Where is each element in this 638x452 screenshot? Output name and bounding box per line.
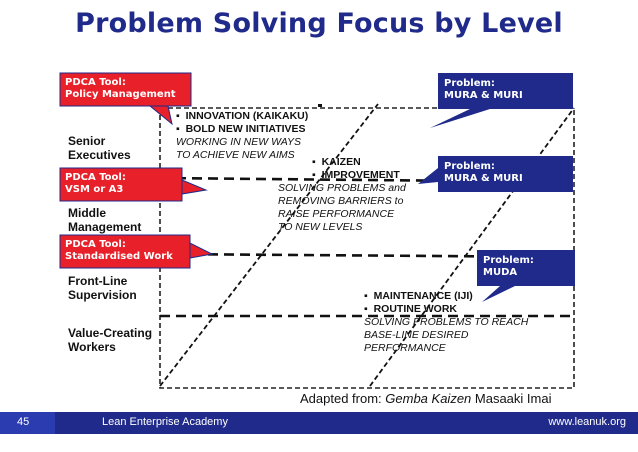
slide-number: 45 bbox=[17, 416, 30, 428]
innovation-line-4: TO ACHIEVE NEW AIMS bbox=[176, 149, 295, 161]
kaizen-note bbox=[312, 156, 400, 182]
bullet-icon: ▪ bbox=[176, 123, 180, 135]
callout-vsm-a3-text: PDCA Tool: VSM or A3 bbox=[65, 172, 126, 195]
kaizen-line-1: KAIZEN bbox=[321, 156, 361, 168]
maintenance-line-3: SOLVING PROBLEMS TO REACH bbox=[364, 316, 529, 328]
page-title: Problem Solving Focus by Level bbox=[75, 8, 563, 39]
attribution-book: Gemba Kaizen bbox=[385, 391, 472, 406]
maintenance-note bbox=[364, 290, 528, 355]
level-senior-executives: Senior Executives bbox=[68, 134, 131, 162]
kaizen-line-5: RAISE PERFORMANCE bbox=[278, 208, 395, 220]
maintenance-line-1: MAINTENANCE (IJI) bbox=[373, 290, 473, 302]
footer-bar bbox=[0, 412, 638, 434]
innovation-note bbox=[176, 110, 308, 162]
maintenance-line-5: PERFORMANCE bbox=[364, 342, 446, 354]
kaizen-line-4: REMOVING BARRIERS to bbox=[278, 195, 404, 207]
level-front-line-supervision: Front-Line Supervision bbox=[68, 274, 137, 302]
callout-standardised-work-text: PDCA Tool: Standardised Work bbox=[65, 239, 173, 262]
callout-policy-management-text: PDCA Tool: Policy Management bbox=[65, 77, 176, 100]
top-mark bbox=[318, 104, 322, 107]
innovation-line-3: WORKING IN NEW WAYS bbox=[176, 136, 302, 148]
kaizen-line-2: IMPROVEMENT bbox=[321, 169, 400, 181]
level-value-creating-workers: Value-Creating Workers bbox=[68, 326, 153, 354]
attribution-author: Masaaki Imai bbox=[471, 391, 552, 406]
footer-website: www.leanuk.org bbox=[548, 416, 626, 428]
innovation-line-2: BOLD NEW INITIATIVES bbox=[185, 123, 306, 135]
attribution-prefix: Adapted from: bbox=[300, 391, 386, 406]
kaizen-line-3: SOLVING PROBLEMS and bbox=[278, 182, 406, 194]
maintenance-line-2: ROUTINE WORK bbox=[373, 303, 457, 315]
bullet-icon: ▪ bbox=[364, 290, 368, 302]
bullet-icon: ▪ bbox=[176, 110, 180, 122]
level-middle-management: Middle Management bbox=[68, 206, 142, 234]
callout-problem-mura-muri-2-text: Problem: MURA & MURI bbox=[444, 161, 523, 184]
bullet-icon: ▪ bbox=[364, 303, 368, 315]
footer-organisation: Lean Enterprise Academy bbox=[102, 416, 228, 428]
innovation-line-1: INNOVATION (KAIKAKU) bbox=[185, 110, 309, 122]
callout-problem-muda-text: Problem: MUDA bbox=[483, 255, 534, 278]
kaizen-description bbox=[278, 182, 406, 234]
maintenance-line-4: BASE-LINE DESIRED bbox=[364, 329, 469, 341]
bullet-icon: ▪ bbox=[312, 169, 316, 181]
kaizen-line-6: TO NEW LEVELS bbox=[278, 221, 363, 233]
callout-problem-mura-muri-1-text: Problem: MURA & MURI bbox=[444, 78, 523, 101]
bullet-icon: ▪ bbox=[312, 156, 316, 168]
attribution bbox=[300, 391, 551, 406]
